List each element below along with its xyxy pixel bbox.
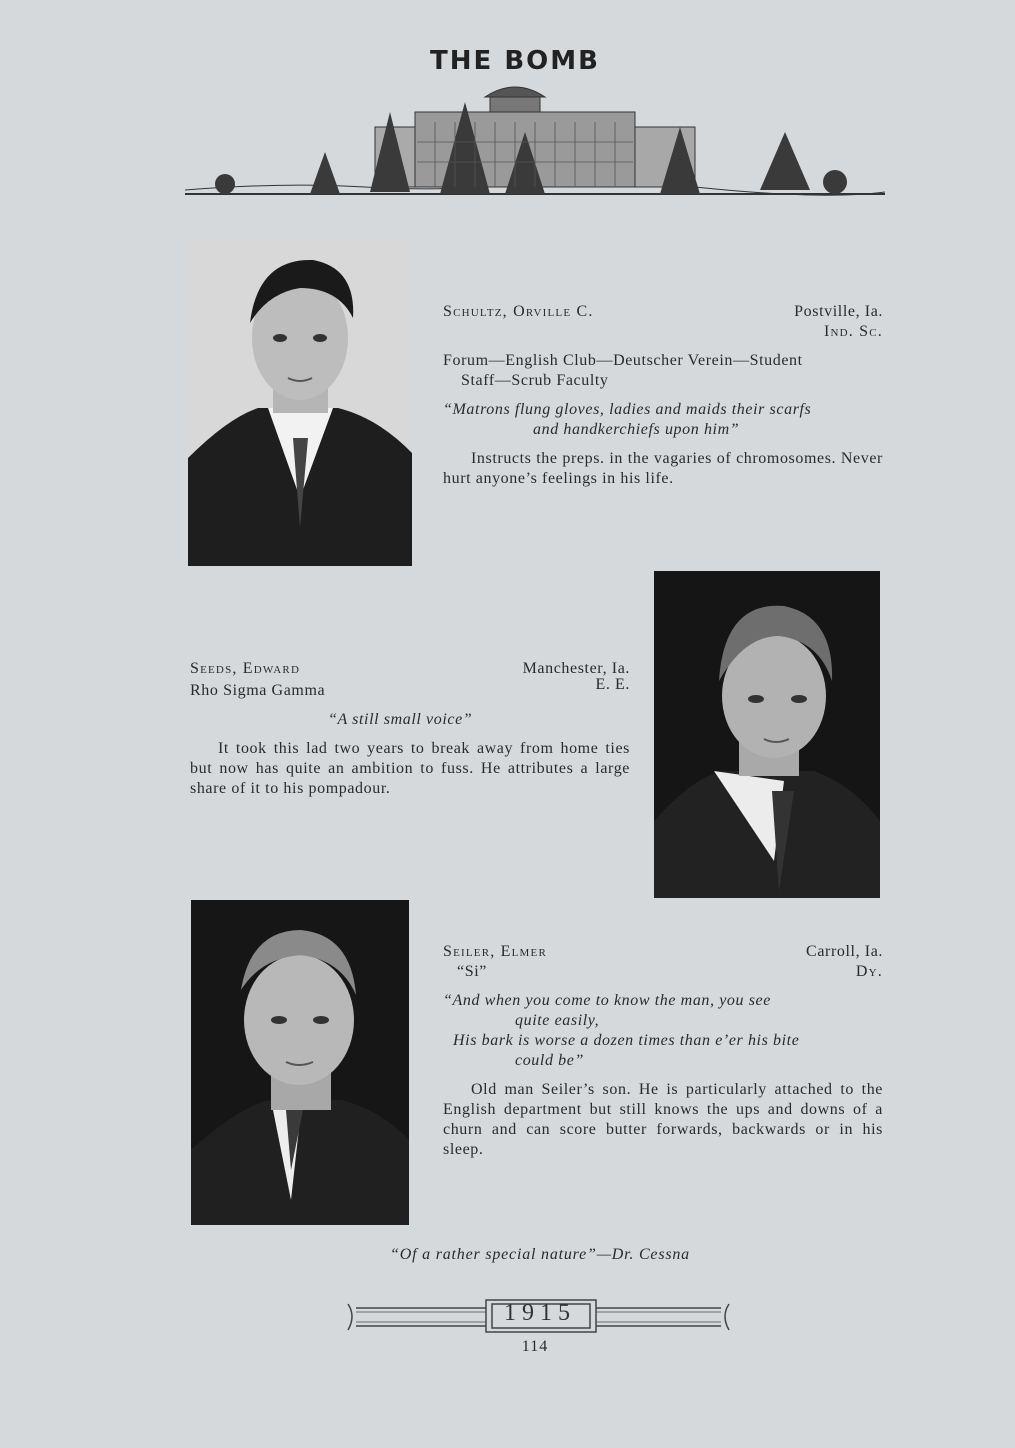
student-name: Seeds, Edward bbox=[190, 660, 301, 677]
hometown: Manchester, Ia. bbox=[522, 660, 630, 677]
course: E. E. bbox=[595, 676, 630, 693]
footer-quote: “Of a rather special nature”—Dr. Cessna bbox=[390, 1246, 690, 1263]
portrait-photo bbox=[191, 900, 409, 1225]
activities: Forum—English Club—Deutscher Verein—Student Staff—Scrub Faculty bbox=[443, 352, 803, 389]
nickname: “Si” bbox=[457, 963, 487, 980]
entry-seeds bbox=[190, 659, 630, 799]
hometown: Postville, Ia. bbox=[794, 303, 883, 320]
student-name: Seiler, Elmer bbox=[443, 943, 547, 960]
portrait-photo bbox=[654, 571, 880, 898]
quote: “Matrons flung gloves, ladies and maids their scarfs and handkerchiefs upon him” bbox=[443, 401, 812, 438]
bio: It took this lad two years to break away from home ties but now has quite an ambition to fuss. He attributes a large share of it to his pompadour. bbox=[190, 740, 630, 797]
portrait-photo bbox=[188, 238, 412, 566]
year-label: 1915 bbox=[504, 1300, 576, 1326]
bio: Instructs the preps. in the vagaries of chromosomes. Never hurt anyone’s feelings in his life. bbox=[443, 450, 883, 487]
quote: “A still small voice” bbox=[328, 711, 473, 728]
campus-building-illustration bbox=[185, 72, 885, 202]
course: Ind. Sc. bbox=[823, 323, 883, 340]
entry-seiler bbox=[443, 942, 883, 1160]
student-name: Schultz, Orville C. bbox=[443, 303, 594, 320]
quote: “And when you come to know the man, you see quite easily, His bark is worse a dozen times than e’er his bite could be” bbox=[443, 992, 800, 1069]
hometown: Carroll, Ia. bbox=[806, 943, 883, 960]
course: Dy. bbox=[855, 963, 883, 980]
activities: Rho Sigma Gamma bbox=[190, 682, 326, 699]
header-title: THE BOMB bbox=[430, 46, 600, 76]
entry-schultz bbox=[443, 302, 883, 489]
bio: Old man Seiler’s son. He is particularly attached to the English department but still knows the ups and downs of a churn and can score butter forwards, backwards or in his sleep. bbox=[443, 1081, 883, 1158]
page-number: 114 bbox=[521, 1338, 549, 1355]
